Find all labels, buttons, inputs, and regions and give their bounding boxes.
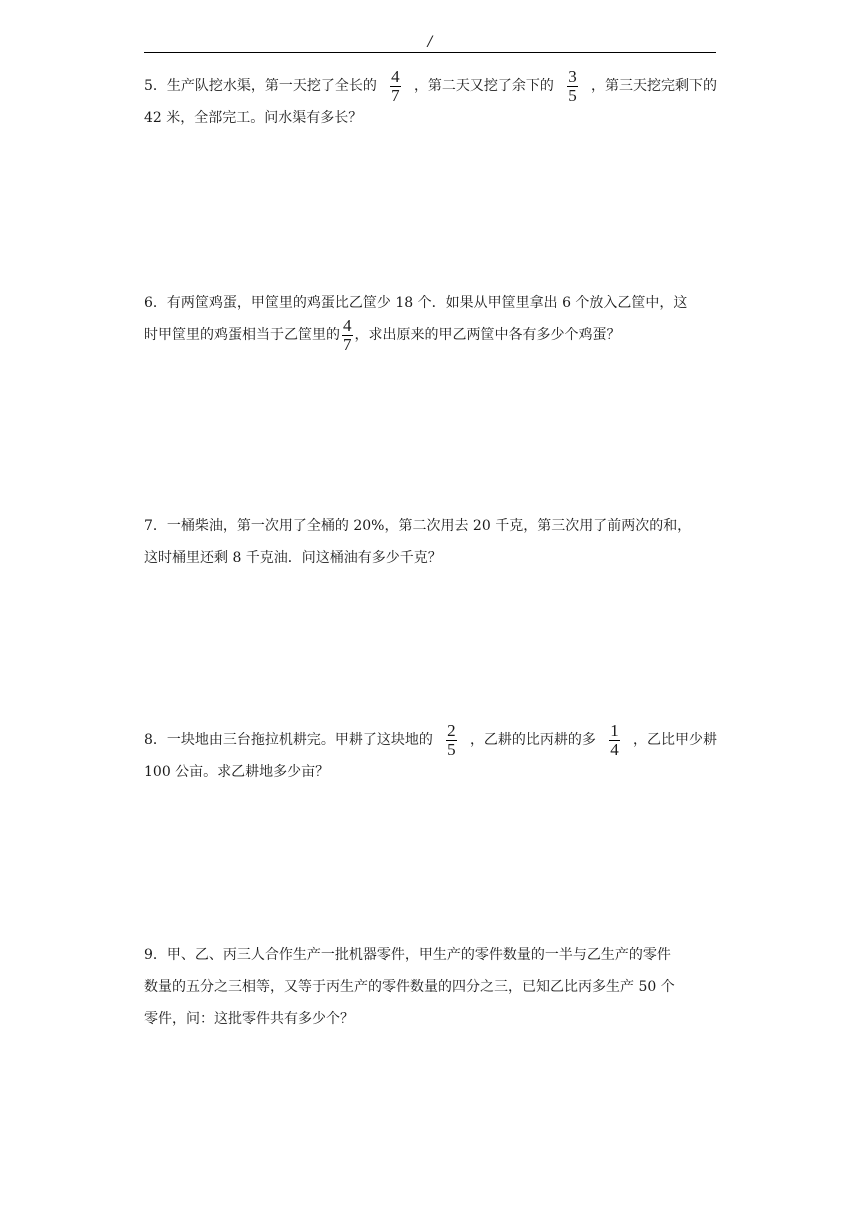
question-line [144,939,717,971]
question-text: 8．一块地由三台拖拉机耕完。甲耕了这块地的 [144,732,433,748]
fraction-denominator: 4 [610,739,619,759]
question-text: ，乙耕的比丙耕的多 [469,732,596,748]
question-text: 时甲筐里的鸡蛋相当于乙筐里的 [144,327,340,343]
question-line [144,1003,717,1035]
question-line [144,66,717,105]
fraction [342,317,353,354]
question-6 [144,287,717,354]
question-text: ，求出原来的甲乙两筐中各有多少个鸡蛋？ [354,327,621,343]
question-8 [144,720,717,788]
question-text: ，乙比甲少耕 [632,732,717,748]
question-line [144,102,717,134]
question-line [144,720,717,759]
fraction-numerator: 4 [391,66,400,86]
fraction-denominator: 7 [391,85,400,105]
fraction-numerator: 4 [343,315,352,335]
fraction-denominator: 5 [568,85,577,105]
question-line [144,542,717,574]
question-line [144,971,717,1003]
question-line [144,315,717,354]
fraction [446,722,457,759]
question-line [144,287,717,319]
question-5 [144,66,717,134]
fraction [390,68,401,105]
question-text: 零件，问：这批零件共有多少个？ [144,1011,354,1027]
question-text: ，第二天又挖了余下的 [413,78,554,94]
question-text: 数量的五分之三相等，又等于丙生产的零件数量的四分之三，已知乙比丙多生产 50 个 [144,979,675,995]
question-7 [144,510,717,574]
question-line [144,756,717,788]
fraction-denominator: 5 [447,739,456,759]
question-text: 6．有两筐鸡蛋，甲筐里的鸡蛋比乙筐少 18 个．如果从甲筐里拿出 6 个放入乙筐中，这 [144,295,688,311]
fraction-numerator: 1 [610,720,619,740]
fraction-denominator: 7 [343,334,352,354]
fraction [567,68,578,105]
fraction-numerator: 3 [568,66,577,86]
question-text: 9．甲、乙、丙三人合作生产一批机器零件，甲生产的零件数量的一半与乙生产的零件 [144,947,671,963]
fraction [609,722,620,759]
question-text: 5．生产队挖水渠，第一天挖了全长的 [144,78,377,94]
question-text: ，第三天挖完剩下的 [590,78,717,94]
question-text: 这时桶里还剩 8 千克油．问这桶油有多少千克？ [144,550,442,566]
question-9 [144,939,717,1035]
question-text: 7．一桶柴油，第一次用了全桶的 20%，第二次用去 20 千克，第三次用了前两次的和， [144,518,692,534]
question-text: 100 公亩。求乙耕地多少亩？ [144,764,330,780]
fraction-numerator: 2 [447,720,456,740]
header-rule [144,52,716,53]
page-header-mark: / [427,34,433,50]
question-text: 42 米，全部完工。问水渠有多长？ [144,110,363,126]
question-line [144,510,717,542]
